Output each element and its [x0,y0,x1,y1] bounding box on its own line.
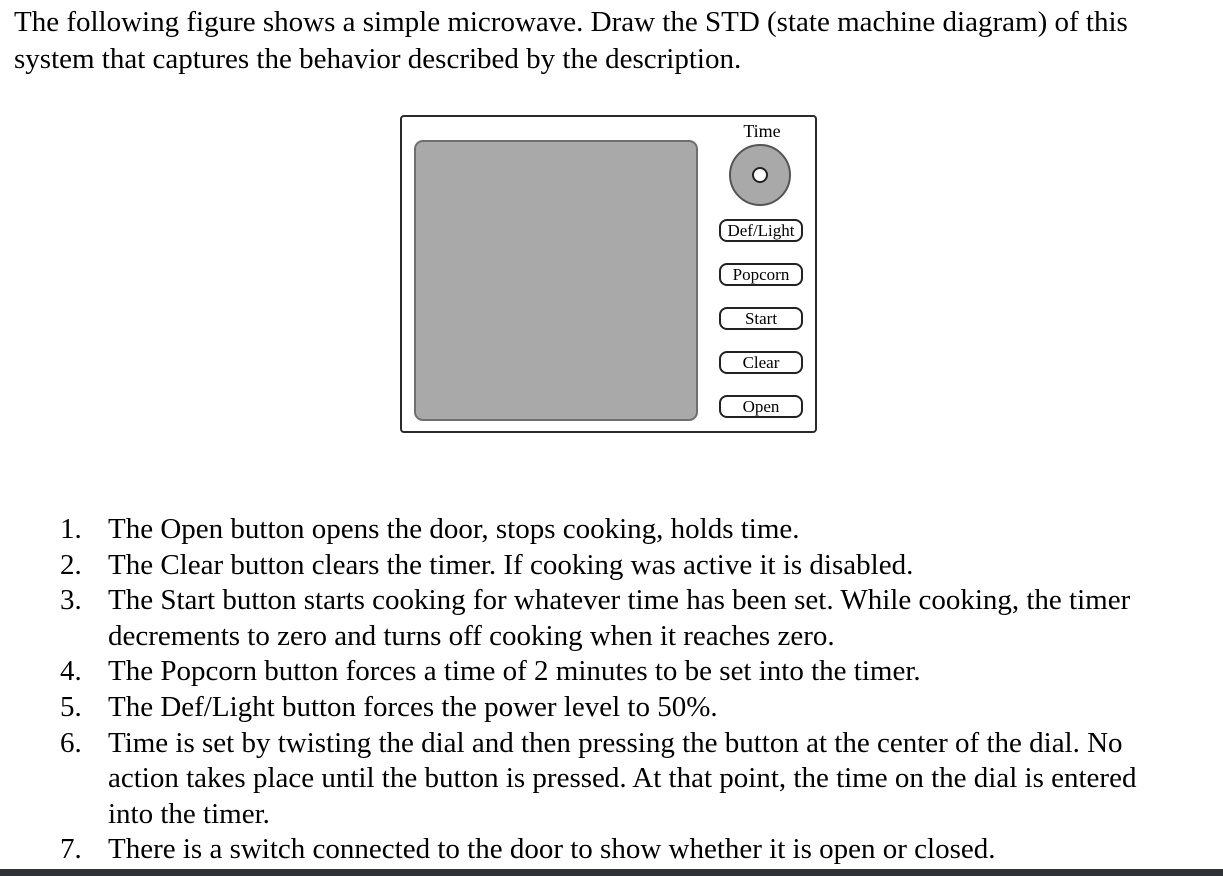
clear-button: Clear [719,351,803,374]
list-item [0,832,1223,868]
list-item [0,583,1223,654]
requirements-list [0,512,1223,868]
list-item-text: into the timer. [108,797,270,830]
intro-paragraph [14,4,1214,78]
start-button: Start [719,307,803,330]
list-item [0,726,1223,833]
microwave-figure [400,115,817,433]
list-item-text: action takes place until the button is pressed. At that point, the time on the dial is entered [108,762,1137,795]
list-item-text: The Open button opens the door, stops cooking, holds time. [108,513,800,545]
list-item-number: 7. [60,833,82,866]
list-item-number: 1. [60,513,82,545]
bottom-edge-bar [0,869,1223,876]
list-item [0,654,1223,690]
list-item-number: 2. [60,548,82,581]
list-item-number: 4. [60,655,82,688]
list-item [0,548,1223,584]
list-item [0,512,1223,548]
list-item-text: The Def/Light button forces the power level to 50%. [108,690,718,723]
popcorn-button: Popcorn [719,263,803,286]
intro-line-2: system that captures the behavior described by the description. [14,43,742,75]
list-item-number: 3. [60,584,82,617]
def-light-button: Def/Light [719,219,803,242]
list-item-text: Time is set by twisting the dial and then pressing the button at the center of the dial. No [108,726,1123,759]
time-dial [729,144,791,206]
list-item-text: The Popcorn button forces a time of 2 minutes to be set into the timer. [108,655,921,688]
list-item-text: decrements to zero and turns off cooking when it reaches zero. [108,619,835,652]
list-item-text: There is a switch connected to the door to show whether it is open or closed. [108,833,996,866]
list-item-number: 6. [60,726,82,759]
list-item-number: 5. [60,690,82,723]
open-button: Open [719,395,803,418]
dial-center-button-icon [752,167,768,183]
list-item-text: The Start button starts cooking for whatever time has been set. While cooking, the timer [108,584,1131,617]
intro-line-1: The following figure shows a simple microwave. Draw the STD (state machine diagram) of this [14,6,1128,38]
list-item-text: The Clear button clears the timer. If cooking was active it is disabled. [108,548,914,581]
time-dial-label: Time [743,121,781,141]
microwave-window [414,140,698,421]
list-item [0,690,1223,726]
